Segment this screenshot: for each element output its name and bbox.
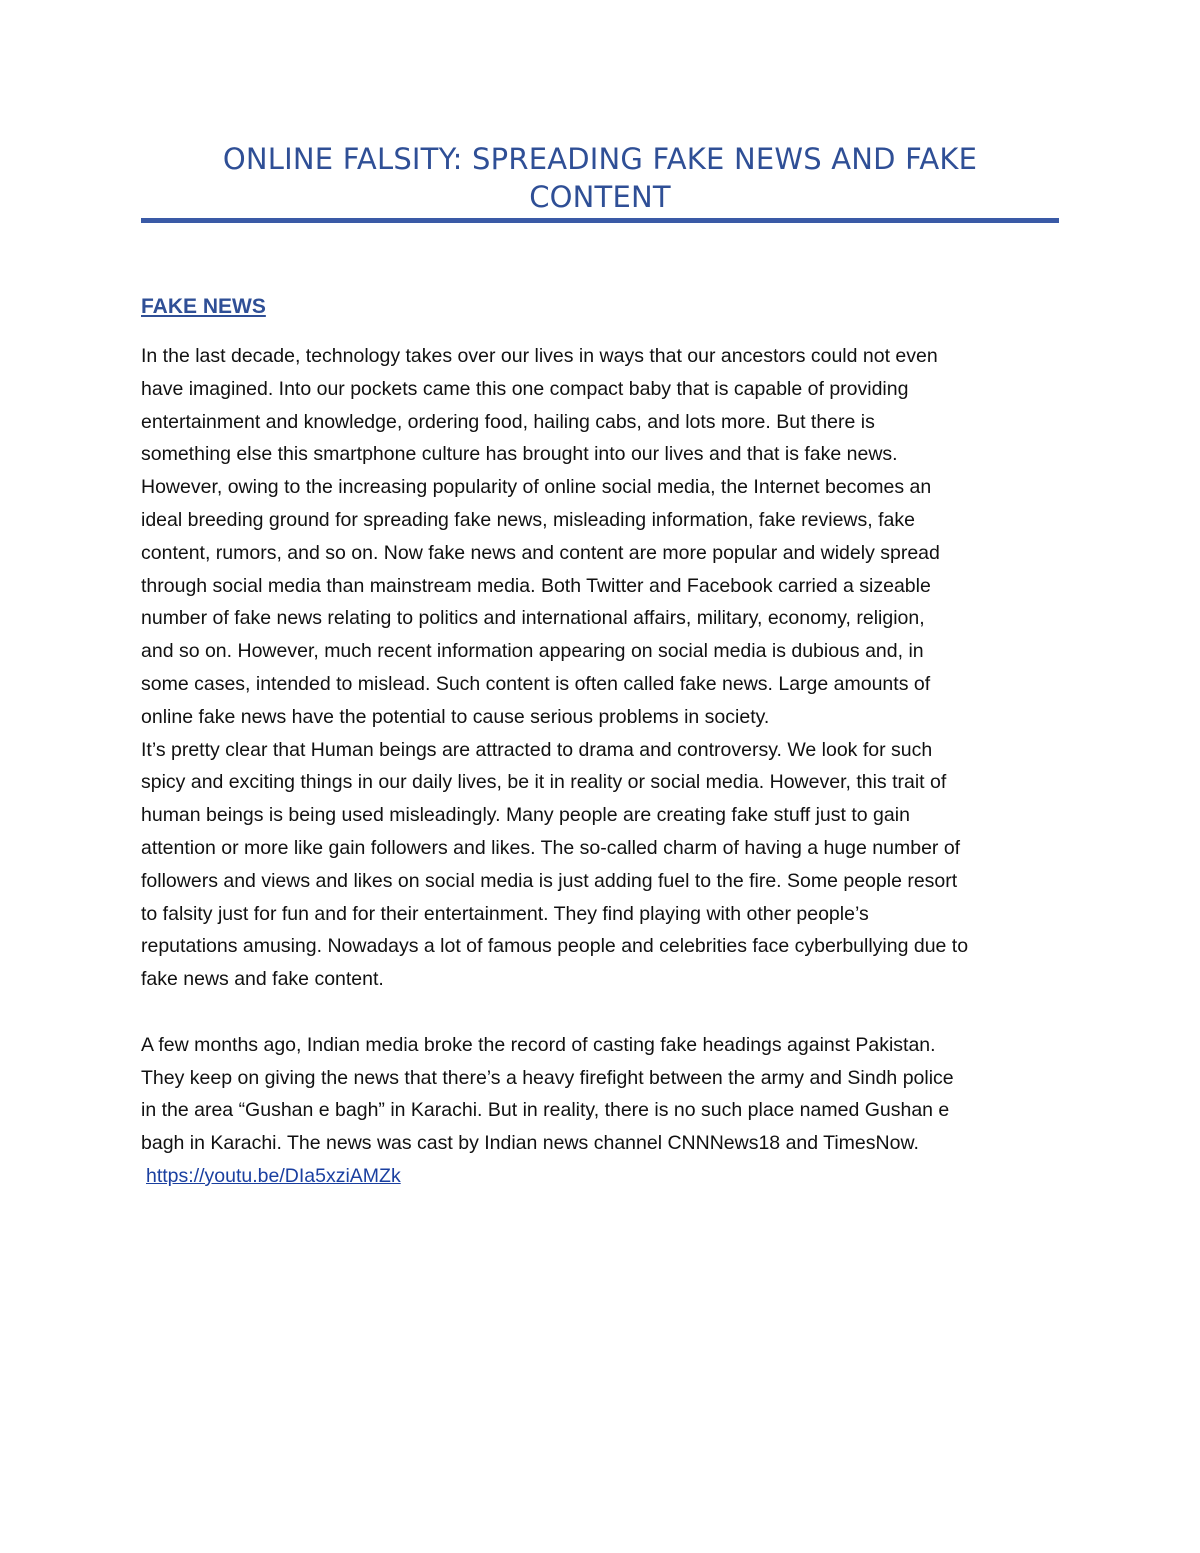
title-underline-rule xyxy=(141,218,1059,223)
body-line: entertainment and knowledge, ordering food, hailing cabs, and lots more. But there is xyxy=(141,410,875,433)
body-line: followers and views and likes on social media is just adding fuel to the fire. Some people resort xyxy=(141,869,958,892)
link-line xyxy=(141,1160,1063,1193)
document-title xyxy=(141,140,1059,216)
body-line: bagh in Karachi. The news was cast by Indian news channel CNNNews18 and TimesNow. xyxy=(141,1132,919,1155)
youtube-link[interactable]: https://youtu.be/DIa5xziAMZk xyxy=(146,1164,401,1187)
body-line: number of fake news relating to politics and international affairs, military, economy, religion, xyxy=(141,607,925,630)
body-line: reputations amusing. Nowadays a lot of famous people and celebrities face cyberbullying due to xyxy=(141,935,969,958)
section-heading-fake-news: FAKE NEWS xyxy=(141,295,266,318)
body-line: It’s pretty clear that Human beings are attracted to drama and controversy. We look for such xyxy=(141,738,933,761)
body-line: They keep on giving the news that there’s a heavy firefight between the army and Sindh police xyxy=(141,1066,954,1089)
body-line: fake news and fake content. xyxy=(141,968,384,991)
body-line: human beings is being used misleadingly. Many people are creating fake stuff just to gain xyxy=(141,804,910,827)
body-line: some cases, intended to mislead. Such content is often called fake news. Large amounts of xyxy=(141,672,931,695)
document-body xyxy=(141,340,1063,1193)
document-title-line-2: CONTENT xyxy=(529,180,671,214)
body-line: to falsity just for fun and for their entertainment. They find playing with other people’s xyxy=(141,902,869,925)
body-line: something else this smartphone culture has brought into our lives and that is fake news. xyxy=(141,443,898,466)
body-line: attention or more like gain followers and likes. The so-called charm of having a huge number of xyxy=(141,836,961,859)
body-line: through social media than mainstream media. Both Twitter and Facebook carried a sizeable xyxy=(141,574,931,597)
body-line: content, rumors, and so on. Now fake news and content are more popular and widely spread xyxy=(141,541,940,564)
body-line: In the last decade, technology takes over our lives in ways that our ancestors could not even xyxy=(141,345,938,367)
body-line: and so on. However, much recent information appearing on social media is dubious and, in xyxy=(141,640,924,663)
paragraph-gap xyxy=(141,996,1063,1029)
body-line: online fake news have the potential to cause serious problems in society. xyxy=(141,705,770,728)
body-line: have imagined. Into our pockets came this one compact baby that is capable of providing xyxy=(141,377,909,400)
document-title-line-1: ONLINE FALSITY: SPREADING FAKE NEWS AND FAKE xyxy=(222,142,978,176)
body-line: ideal breeding ground for spreading fake news, misleading information, fake reviews, fake xyxy=(141,508,915,531)
body-line: However, owing to the increasing popularity of online social media, the Internet becomes an xyxy=(141,476,932,499)
body-line: A few months ago, Indian media broke the record of casting fake headings against Pakistan. xyxy=(141,1033,936,1056)
body-line: in the area “Gushan e bagh” in Karachi. But in reality, there is no such place named Gushan e xyxy=(141,1099,950,1122)
body-line: spicy and exciting things in our daily lives, be it in reality or social media. However, this trait of xyxy=(141,771,947,794)
